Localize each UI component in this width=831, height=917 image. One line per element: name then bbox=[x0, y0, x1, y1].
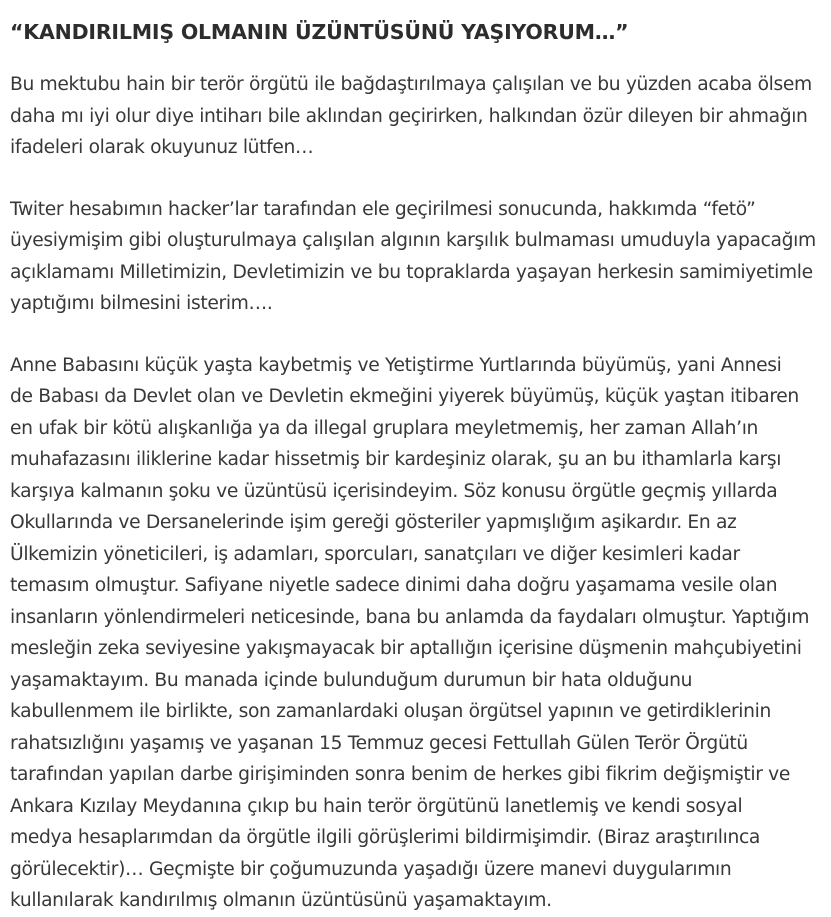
paragraph-line: Okullarında ve Dersanelerinde işim gereği gösteriler yapmışlığım aşikardır. En az bbox=[10, 512, 737, 533]
paragraph-line: en ufak bir kötü alışkanlığa ya da illegal gruplara meyletmemiş, her zaman Allah’ın bbox=[10, 417, 759, 439]
paragraph-line: Ülkemizin yöneticileri, iş adamları, sporcuları, sanatçıları ve diğer kesimleri kadar bbox=[10, 543, 740, 565]
document-title: “KANDIRILMIŞ OLMANIN ÜZÜNTÜSÜNÜ YAŞIYORUM…” bbox=[10, 20, 629, 44]
paragraph-line: mesleğin zeka seviyesine yakışmayacak bir aptallığın içerisine düşmenin mahçubiyetini bbox=[10, 638, 802, 659]
paragraph-line: yaptığımı bilmesini isterim…. bbox=[10, 293, 273, 314]
paragraph-line: rahatsızlığını yaşamış ve yaşanan 15 Temmuz gecesi Fettullah Gülen Terör Örgütü bbox=[10, 732, 748, 754]
paragraph-line: kabullenmem ile birlikte, son zamanlardaki oluşan örgütsel yapının ve getirdiklerinin bbox=[10, 701, 771, 722]
paragraph-line: görülecektir)… Geçmişte bir çoğumuzunda yaşadığı üzere manevi duygularımın bbox=[10, 858, 732, 880]
paragraph-line: yaşamaktayım. Bu manada içinde bulunduğum durumun bir hata olduğunu bbox=[10, 669, 693, 691]
paragraph-line: üyesiymişim gibi oluşturulmaya çalışılan algının karşılık bulmaması umuduyla yapacağım bbox=[10, 230, 816, 251]
paragraph-statement bbox=[10, 350, 822, 917]
paragraph-line: Twiter hesabımın hacker’lar tarafından ele geçirilmesi sonucunda, hakkımda “fetö” bbox=[10, 198, 756, 220]
paragraph-line: de Babası da Devlet olan ve Devletin ekmeğini yiyerek büyümüş, küçük yaştan itibaren bbox=[10, 386, 799, 407]
paragraph-line: muhafazasını iliklerine kadar hissetmiş bir kardeşiniz olarak, şu an bu ithamlarla karşı bbox=[10, 449, 782, 470]
paragraph-twitter bbox=[10, 194, 822, 320]
paragraph-line: kullanılarak kandırılmış olmanın üzüntüsünü yaşamaktayım. bbox=[10, 890, 552, 911]
paragraph-line: temasım olmuştur. Safiyane niyetle sadece dinimi daha doğru yaşamama vesile olan bbox=[10, 575, 778, 596]
paragraph-line: daha mı iyi olur diye intiharı bile aklından geçirirken, halkından özür dileyen bir ahmağın bbox=[10, 105, 808, 127]
paragraph-line: tarafından yapılan darbe girişiminden sonra benim de herkes gibi fikrim değişmiştir ve bbox=[10, 764, 790, 785]
paragraph-line: Anne Babasını küçük yaşta kaybetmiş ve Yetiştirme Yurtlarında büyümüş, yani Annesi bbox=[10, 354, 782, 376]
paragraph-line: ifadeleri olarak okuyunuz lütfen… bbox=[10, 137, 314, 158]
paragraph-line: insanların yönlendirmeleri neticesinde, bana bu anlamda da faydaları olmuştur. Yaptığım bbox=[10, 606, 810, 628]
document-body bbox=[10, 19, 822, 917]
paragraph-line: Bu mektubu hain bir terör örgütü ile bağdaştırılmaya çalışılan ve bu yüzden acaba ölsem bbox=[10, 74, 812, 95]
paragraph-line: medya hesaplarımdan da örgütle ilgili görüşlerimi bildirmişimdir. (Biraz araştırılınca bbox=[10, 827, 760, 848]
paragraph-line: karşıya kalmanın şoku ve üzüntüsü içerisindeyim. Söz konusu örgütle geçmiş yıllarda bbox=[10, 480, 778, 502]
paragraph-line: açıklamamı Milletimizin, Devletimizin ve bu topraklarda yaşayan herkesin samimiyetimle bbox=[10, 261, 813, 283]
paragraph-intro bbox=[10, 69, 822, 164]
paragraph-line: Ankara Kızılay Meydanına çıkıp bu hain terör örgütünü lanetlemiş ve kendi sosyal bbox=[10, 795, 743, 817]
